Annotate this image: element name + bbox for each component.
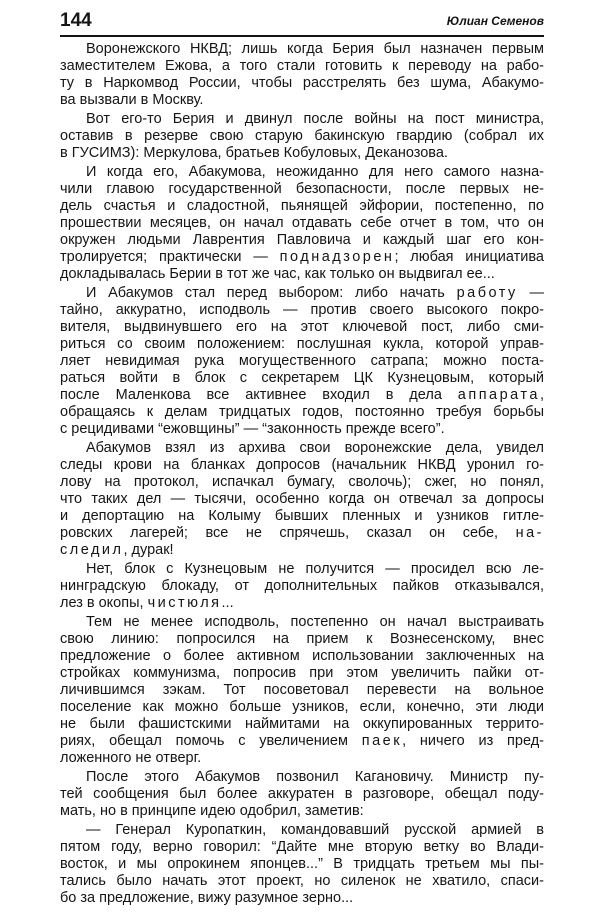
spaced-emphasis: поднадзорен xyxy=(279,249,395,265)
text-run: что таких дел — тысячи, особенно когда он отвечал за допросы xyxy=(60,491,544,507)
text-line xyxy=(60,648,544,665)
text-run: ляет невидимая рука могущественного сатрапа; можно поста- xyxy=(60,353,544,369)
text-run: ва вызвали в Москву. xyxy=(60,92,204,108)
text-run: , дурак! xyxy=(123,542,174,558)
text-run: свою линию: попросился на прием к Вознесенскому, внес xyxy=(60,631,544,647)
text-line xyxy=(60,699,544,716)
text-line xyxy=(60,595,544,612)
text-run: риях, обещал помочь с увеличением xyxy=(60,733,362,749)
paragraph xyxy=(60,561,544,612)
text-run: ровских лагерей; все не спрячешь, сказал он себе, xyxy=(60,525,516,541)
text-line xyxy=(60,682,544,699)
text-run: Вот его-то Берия и двинул после войны на пост министра, xyxy=(86,111,544,127)
text-line xyxy=(60,181,544,198)
text-run: дель счастья и сладостной, пьянящей эйфории, постепенно, по xyxy=(60,198,544,214)
text-run: поселение как можно больше узников, если, конечно, эти люди xyxy=(60,699,544,715)
text-run: в ГУСИМЗ): Меркулова, братьев Кобуловых, Деканозова. xyxy=(60,145,448,161)
text-line xyxy=(60,75,544,92)
text-line xyxy=(60,525,544,542)
text-line xyxy=(60,92,544,109)
text-run: заместителем Ежова, а того стали готовить к переводу на рабо- xyxy=(60,58,544,74)
text-line xyxy=(60,491,544,508)
text-run: нинградскую блокаду, от дополнительных пайков отказывался, xyxy=(60,578,544,594)
text-run: окружен людьми Лаврентия Павловича и каждый шаг его кон- xyxy=(60,232,544,248)
text-line xyxy=(60,58,544,75)
text-line xyxy=(60,750,544,767)
text-line xyxy=(60,440,544,457)
spaced-emphasis: паек xyxy=(361,733,403,749)
text-line xyxy=(60,542,544,559)
text-line xyxy=(60,457,544,474)
paragraph xyxy=(60,164,544,283)
text-run: чили главою государственной безопасности, после первых не- xyxy=(60,181,544,197)
text-run: И когда его, Абакумова, неожиданно для него самого назна- xyxy=(86,164,544,180)
text-line xyxy=(60,215,544,232)
paragraph xyxy=(60,41,544,109)
text-run: после Маленкова все активнее входил в дела xyxy=(60,387,458,403)
text-line xyxy=(60,614,544,631)
spaced-emphasis: на- xyxy=(515,525,544,541)
text-line xyxy=(60,873,544,890)
text-run: Воронежского НКВД; лишь когда Берия был назначен первым xyxy=(86,41,544,57)
text-run: лову на протокол, испачкал бумагу, сволочь); сжег, но понял, xyxy=(60,474,544,490)
text-line xyxy=(60,578,544,595)
text-line xyxy=(60,822,544,839)
text-line xyxy=(60,631,544,648)
text-run: После этого Абакумов позвонил Кагановичу. Министр пу- xyxy=(86,769,544,785)
text-run: ту в Наркомвод России, чтобы расстрелять без шума, Абакумо- xyxy=(60,75,544,91)
text-line xyxy=(60,890,544,907)
text-run: , ничего из пред- xyxy=(402,733,544,749)
text-run: — xyxy=(517,285,544,301)
text-run: восток, и мы опрокинем японцев...” В тридцать третьем мы пы- xyxy=(60,856,544,872)
text-line xyxy=(60,561,544,578)
text-line xyxy=(60,404,544,421)
text-line xyxy=(60,733,544,750)
text-run: не были фашистскими наймитами на оккупированных террито- xyxy=(60,716,544,732)
text-run: докладывалась Берии в тот же час, как только он выдвигал ее... xyxy=(60,266,495,282)
text-line xyxy=(60,336,544,353)
spaced-emphasis: работу xyxy=(456,285,518,301)
spaced-emphasis: чистюля xyxy=(147,595,222,611)
text-run: и депортацию на Колыму бывших пленных и узников гитле- xyxy=(60,508,544,524)
text-run: тайно, аккуратно, исподволь — против своего высокого покро- xyxy=(60,302,544,318)
text-run: лез в окопы, xyxy=(60,595,148,611)
text-run: предложение о более активном использовании заключенных на xyxy=(60,648,544,664)
text-line xyxy=(60,249,544,266)
text-run: тались было начать этот проект, но силенок не хватило, спаси- xyxy=(60,873,544,889)
text-line xyxy=(60,353,544,370)
paragraph xyxy=(60,285,544,438)
body-text xyxy=(60,41,544,909)
text-line xyxy=(60,508,544,525)
text-run: стройках коммунизма, попросив при этом увеличить пайки от- xyxy=(60,665,544,681)
text-line xyxy=(60,716,544,733)
text-run: прошествии месяцев, он начал отдавать себе отчет в том, что он xyxy=(60,215,544,231)
text-run: Абакумов взял из архива свои воронежские дела, увидел xyxy=(86,440,544,456)
text-line xyxy=(60,665,544,682)
text-line xyxy=(60,786,544,803)
text-run: следы крови на бланках допросов (начальник НКВД уронил го- xyxy=(60,457,544,473)
text-run: оставив в резерве свою старую бакинскую гвардию (собрал их xyxy=(60,128,544,144)
text-run: — Генерал Куропаткин, командовавший русской армией в xyxy=(86,822,544,838)
text-line xyxy=(60,769,544,786)
text-run: вителя, выдвинувшего его на этот ключевой пост, либо сми- xyxy=(60,319,544,335)
text-line xyxy=(60,111,544,128)
text-line xyxy=(60,128,544,145)
text-line xyxy=(60,319,544,336)
text-line xyxy=(60,302,544,319)
paragraph xyxy=(60,111,544,162)
spaced-emphasis: аппарата xyxy=(457,387,540,403)
text-run: , xyxy=(539,387,544,403)
text-run: И Абакумов стал перед выбором: либо начать xyxy=(86,285,457,301)
text-run: Нет, блок с Кузнецовым не получится — просидел всю ле- xyxy=(86,561,544,577)
text-line xyxy=(60,803,544,820)
paragraph xyxy=(60,614,544,767)
text-line xyxy=(60,164,544,181)
paragraph xyxy=(60,440,544,559)
text-run: тролируется; практически — xyxy=(60,249,280,265)
spaced-emphasis: следил xyxy=(60,542,124,558)
text-run: ; любая инициатива xyxy=(394,249,544,265)
text-line xyxy=(60,266,544,283)
page-header xyxy=(60,9,544,37)
text-line xyxy=(60,387,544,404)
page-number: 144 xyxy=(60,10,92,31)
text-line xyxy=(60,370,544,387)
text-line xyxy=(60,285,544,302)
text-run: раться войти в блок с секретарем ЦК Кузнецовым, который xyxy=(60,370,544,386)
text-line xyxy=(60,856,544,873)
paragraph xyxy=(60,769,544,820)
text-run: риться со своим положением: послушная кукла, которой управ- xyxy=(60,336,544,352)
text-line xyxy=(60,421,544,438)
text-run: бо за предложение, вижу разумное зерно... xyxy=(60,890,354,906)
text-run: тей сообщения был более аккуратен в разговоре, обещал поду- xyxy=(60,786,544,802)
text-run: ... xyxy=(221,595,234,611)
text-run: пятом году, верно говорил: “Дайте мне вторую ветку во Влади- xyxy=(60,839,544,855)
text-run: с рецидивами “ежовщины” — “законность прежде всего”. xyxy=(60,421,445,437)
text-line xyxy=(60,474,544,491)
text-run: мать, но в принципе идею одобрил, заметив: xyxy=(60,803,364,819)
paragraph xyxy=(60,822,544,907)
text-line xyxy=(60,145,544,162)
running-head-author: Юлиан Семенов xyxy=(446,14,544,28)
text-line xyxy=(60,839,544,856)
text-run: Тем не менее исподволь, постепенно он начал выстраивать xyxy=(86,614,544,630)
text-run: обращаясь к делам тридцатых годов, постоянно требуя борьбы xyxy=(60,404,544,420)
text-line xyxy=(60,232,544,249)
text-run: ложенного не отверг. xyxy=(60,750,202,766)
text-run: личившимся зэкам. Тот посоветовал перевести на вольное xyxy=(60,682,544,698)
text-line xyxy=(60,198,544,215)
text-line xyxy=(60,41,544,58)
